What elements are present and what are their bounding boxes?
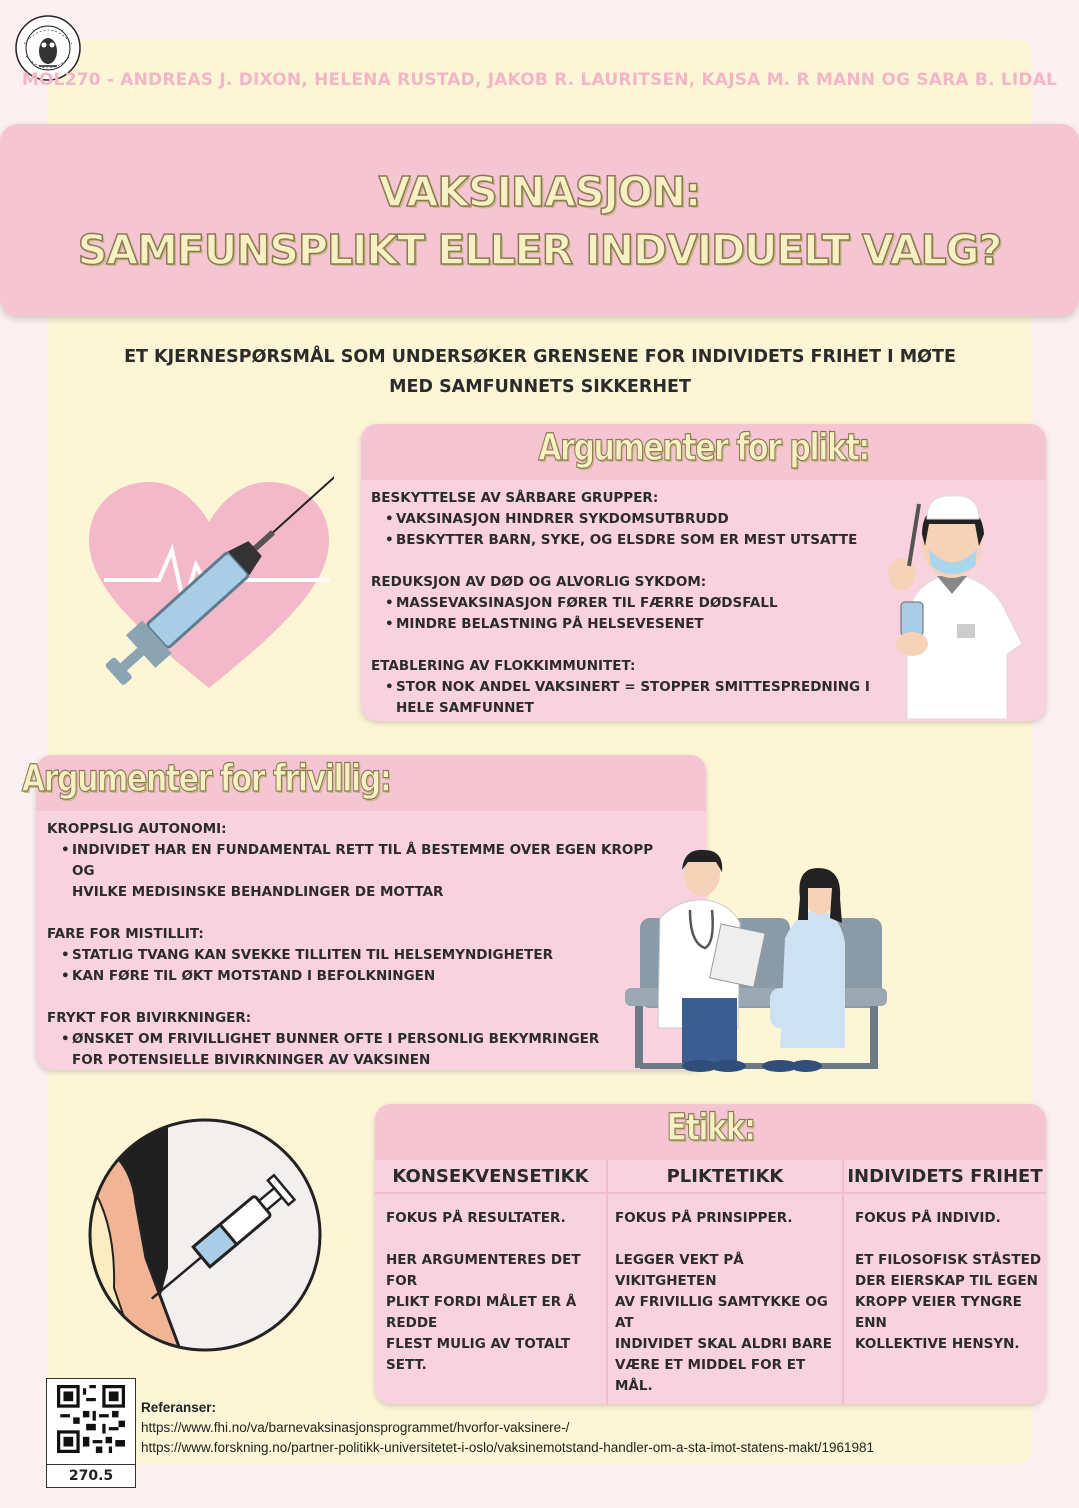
reference-link[interactable]: https://www.fhi.no/va/barnevaksinasjonsprogrammet/hvorfor-vaksinere-/: [141, 1420, 570, 1435]
author-line: MOL270 - ANDREAS J. DIXON, HELENA RUSTAD, JAKOB R. LAURITSEN, KAJSA M. R MANN OG SARA B. LIDAL: [21, 70, 1058, 90]
plikt-section-title: ETABLERING AV FLOKKIMMUNITET:: [371, 658, 636, 674]
references-heading: Referanser:: [141, 1400, 217, 1415]
heart-syringe-icon: [84, 470, 334, 700]
etikk-col-body: [386, 1208, 601, 1376]
plikt-bullet: • VAKSINASJON HINDRER SYKDOMSUTBRUDD: [385, 509, 871, 530]
etikk-divider: [375, 1192, 1046, 1194]
frivillig-bullet: • INDIVIDET HAR EN FUNDAMENTAL RETT TIL Å BESTEMME OVER EGEN KROPP OG: [61, 840, 667, 882]
plikt-bullet-continuation: HELE SAMFUNNET: [396, 700, 534, 716]
doctor-patient-icon: [620, 848, 890, 1073]
plikt-bullet: • BESKYTTER BARN, SYKE, OG ELSDRE SOM ER MEST UTSATTE: [385, 530, 871, 551]
frivillig-bullet: • KAN FØRE TIL ØKT MOTSTAND I BEFOLKNINGEN: [61, 966, 667, 987]
etikk-col-head: KONSEKVENSETIKK: [392, 1166, 589, 1187]
plikt-card: [361, 424, 1046, 721]
etikk-line: REDDE: [386, 1315, 438, 1331]
etikk-col-body: [615, 1208, 840, 1397]
plikt-bullet: • MINDRE BELASTNING PÅ HELSEVESENET: [385, 614, 871, 635]
frivillig-bullet-continuation: FOR POTENSIELLE BIVIRKNINGER AV VAKSINEN: [72, 1052, 431, 1068]
reference-link[interactable]: https://www.forskning.no/partner-politikk-universitetet-i-oslo/vaksinemotstand-handler-om-a-sta-imot-statens-makt/1961981: [141, 1440, 875, 1455]
etikk-divider: [606, 1160, 608, 1404]
frivillig-bullet-continuation: HVILKE MEDISINSKE BEHANDLINGER DE MOTTAR: [72, 884, 444, 900]
subtitle: ET KJERNESPØRSMÅL SOM UNDERSØKER GRENSENE FOR INDIVIDETS FRIHET I MØTE MED SAMFUNNETS SIKKERHET: [124, 347, 956, 397]
plikt-section-title: REDUKSJON AV DØD OG ALVORLIG SYKDOM:: [371, 574, 707, 590]
etikk-line: AV FRIVILLIG SAMTYKKE OG AT: [615, 1294, 828, 1331]
references: [141, 1398, 874, 1458]
frivillig-heading: Argumenter for frivillig:: [21, 757, 391, 800]
frivillig-bullet: • ØNSKET OM FRIVILLIGHET BUNNER OFTE I PERSONLIG BEKYMRINGER: [61, 1029, 667, 1050]
qr-code[interactable]: [46, 1378, 136, 1488]
frivillig-section-title: KROPPSLIG AUTONOMI:: [47, 821, 227, 837]
etikk-line: KOLLEKTIVE HENSYN.: [855, 1336, 1020, 1352]
plikt-body: [371, 488, 871, 719]
etikk-line: INDIVIDET SKAL ALDRI BARE: [615, 1336, 833, 1352]
etikk-col-head: PLIKTETIKK: [666, 1166, 784, 1187]
etikk-line: FOKUS PÅ INDIVID.: [855, 1210, 1001, 1226]
plikt-bullet: • MASSEVAKSINASJON FØRER TIL FÆRRE DØDSFALL: [385, 593, 871, 614]
etikk-line: LEGGER VEKT PÅ VIKITGHETEN: [615, 1252, 744, 1289]
title-banner: [0, 124, 1079, 316]
etikk-col-body: [855, 1208, 1045, 1355]
etikk-heading: Etikk:: [666, 1106, 755, 1149]
etikk-line: FOKUS PÅ PRINSIPPER.: [615, 1210, 793, 1226]
etikk-line: DER EIERSKAP TIL EGEN: [855, 1273, 1038, 1289]
etikk-line: VÆRE ET MIDDEL FOR ET MÅL.: [615, 1357, 806, 1394]
plikt-bullet: • STOR NOK ANDEL VAKSINERT = STOPPER SMITTESPREDNING I: [385, 677, 871, 698]
frivillig-section-title: FARE FOR MISTILLIT:: [47, 926, 204, 942]
etikk-divider: [842, 1160, 844, 1404]
etikk-line: HER ARGUMENTERES DET FOR: [386, 1252, 581, 1289]
frivillig-body: [47, 819, 667, 1071]
etikk-line: PLIKT FORDI MÅLET ER Å: [386, 1294, 577, 1310]
qr-label: 270.5: [47, 1464, 135, 1487]
page-title-line-1: VAKSINASJON:: [378, 168, 701, 216]
etikk-col-head: INDIVIDETS FRIHET: [847, 1166, 1043, 1187]
etikk-line: ET FILOSOFISK STÅSTED: [855, 1252, 1042, 1268]
arm-injection-icon: [86, 1118, 324, 1352]
plikt-heading: Argumenter for plikt:: [538, 426, 869, 469]
etikk-line: FLEST MULIG AV TOTALT SETT.: [386, 1336, 571, 1373]
etikk-line: FOKUS PÅ RESULTATER.: [386, 1210, 566, 1226]
qr-code-icon: [57, 1385, 125, 1453]
plikt-section-title: BESKYTTELSE AV SÅRBARE GRUPPER:: [371, 490, 659, 506]
nurse-with-vaccine-icon: [867, 494, 1037, 719]
frivillig-card: [21, 755, 706, 1070]
frivillig-bullet: • STATLIG TVANG KAN SVEKKE TILLITEN TIL HELSEMYNDIGHETER: [61, 945, 667, 966]
page-title-line-2: SAMFUNSPLIKT ELLER INDVIDUELT VALG?: [77, 226, 1002, 274]
etikk-line: KROPP VEIER TYNGRE ENN: [855, 1294, 1022, 1331]
frivillig-section-title: FRYKT FOR BIVIRKNINGER:: [47, 1010, 252, 1026]
